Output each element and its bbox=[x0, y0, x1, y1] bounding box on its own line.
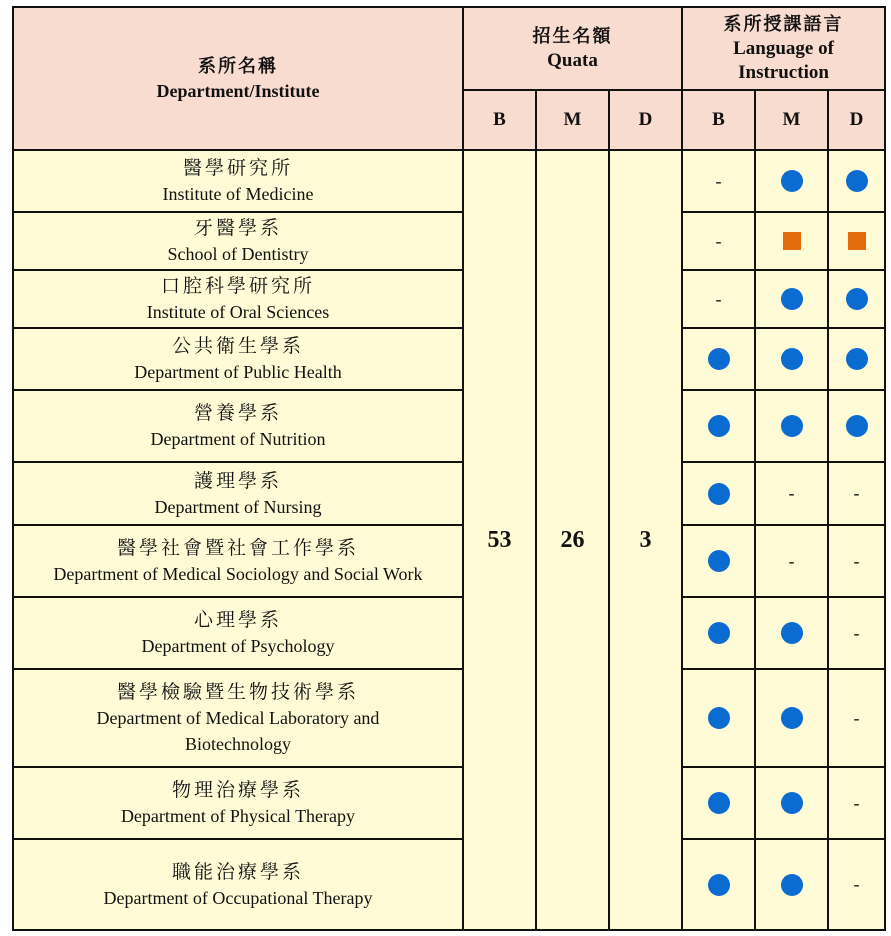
dash-mark: - bbox=[853, 792, 860, 813]
department-name-en: Department of Public Health bbox=[134, 362, 342, 382]
language-m-cell bbox=[755, 328, 828, 390]
language-m-cell bbox=[755, 212, 828, 270]
blue-circle-icon bbox=[708, 483, 730, 505]
language-m-cell bbox=[755, 767, 828, 839]
department-name-zh: 公共衛生學系 bbox=[171, 335, 304, 357]
language-d-cell bbox=[828, 270, 885, 328]
language-m-cell bbox=[755, 390, 828, 462]
department-cell bbox=[13, 669, 463, 767]
language-d-cell bbox=[828, 669, 885, 767]
quota-d-value: 3 bbox=[609, 150, 682, 930]
blue-circle-icon bbox=[781, 874, 803, 896]
department-name-zh: 營養學系 bbox=[193, 402, 282, 424]
table-row bbox=[13, 767, 885, 839]
department-name-zh: 職能治療學系 bbox=[171, 860, 304, 883]
dash-mark: - bbox=[853, 707, 860, 728]
quota-header-zh: 招生名額 bbox=[532, 25, 613, 47]
table-row bbox=[13, 150, 885, 212]
department-cell bbox=[13, 597, 463, 669]
quota-level-b: B bbox=[463, 90, 536, 150]
blue-circle-icon bbox=[781, 415, 803, 437]
blue-circle-icon bbox=[846, 415, 868, 437]
dash-mark: - bbox=[788, 483, 795, 503]
language-m-cell bbox=[755, 462, 828, 525]
dept-header bbox=[13, 7, 463, 150]
department-cell bbox=[13, 150, 463, 212]
blue-circle-icon bbox=[846, 170, 868, 192]
language-d-cell bbox=[828, 462, 885, 525]
language-d-cell bbox=[828, 212, 885, 270]
table-row bbox=[13, 669, 885, 767]
dept-header-en: Department/Institute bbox=[156, 80, 320, 101]
language-d-cell bbox=[828, 767, 885, 839]
department-name-zh: 醫學研究所 bbox=[182, 157, 293, 179]
language-b-cell bbox=[682, 328, 755, 390]
table-row bbox=[13, 390, 885, 462]
language-b-cell bbox=[682, 525, 755, 597]
language-m-cell bbox=[755, 270, 828, 328]
enrollment-table bbox=[12, 6, 886, 931]
language-m-cell bbox=[755, 839, 828, 930]
language-b-cell bbox=[682, 669, 755, 767]
blue-circle-icon bbox=[708, 707, 730, 729]
blue-circle-icon bbox=[846, 348, 868, 370]
dash-mark: - bbox=[853, 622, 860, 643]
department-cell bbox=[13, 328, 463, 390]
quota-level-m: M bbox=[536, 90, 609, 150]
department-name-en: Department of Medical Laboratory and bbox=[96, 708, 380, 728]
department-name-en: Department of Nursing bbox=[154, 496, 322, 517]
department-name-en: School of Dentistry bbox=[167, 244, 309, 264]
department-name-zh: 口腔科學研究所 bbox=[160, 275, 315, 297]
dash-mark: - bbox=[853, 874, 860, 894]
orange-square-icon bbox=[848, 232, 866, 250]
department-name-en: Department of Nutrition bbox=[150, 429, 326, 449]
blue-circle-icon bbox=[846, 288, 868, 310]
orange-square-icon bbox=[783, 232, 801, 250]
language-d-cell bbox=[828, 525, 885, 597]
dash-mark: - bbox=[853, 483, 860, 503]
blue-circle-icon bbox=[781, 622, 803, 644]
language-b-cell bbox=[682, 597, 755, 669]
blue-circle-icon bbox=[708, 792, 730, 814]
language-level-b: B bbox=[682, 90, 755, 150]
language-header bbox=[682, 7, 885, 90]
language-b-cell bbox=[682, 839, 755, 930]
blue-circle-icon bbox=[781, 348, 803, 370]
blue-circle-icon bbox=[708, 622, 730, 644]
language-d-cell bbox=[828, 390, 885, 462]
quota-b-value: 53 bbox=[463, 150, 536, 930]
blue-circle-icon bbox=[708, 348, 730, 370]
department-name-zh: 物理治療學系 bbox=[171, 779, 304, 801]
blue-circle-icon bbox=[781, 707, 803, 729]
language-d-cell bbox=[828, 150, 885, 212]
language-b-cell bbox=[682, 390, 755, 462]
blue-circle-icon bbox=[708, 550, 730, 572]
language-b-cell bbox=[682, 462, 755, 525]
department-cell bbox=[13, 390, 463, 462]
blue-circle-icon bbox=[708, 874, 730, 896]
blue-circle-icon bbox=[708, 415, 730, 437]
department-cell bbox=[13, 462, 463, 525]
table-body bbox=[13, 150, 885, 930]
department-name-en: Department of Psychology bbox=[141, 636, 335, 656]
quota-level-d: D bbox=[609, 90, 682, 150]
table-row bbox=[13, 839, 885, 930]
language-level-d: D bbox=[828, 90, 885, 150]
blue-circle-icon bbox=[781, 288, 803, 310]
dash-mark: - bbox=[788, 550, 795, 571]
table-row bbox=[13, 270, 885, 328]
language-m-cell bbox=[755, 150, 828, 212]
blue-circle-icon bbox=[781, 170, 803, 192]
blue-circle-icon bbox=[781, 792, 803, 814]
table-row bbox=[13, 328, 885, 390]
dash-mark: - bbox=[853, 550, 860, 571]
language-m-cell bbox=[755, 669, 828, 767]
table-row bbox=[13, 462, 885, 525]
department-cell bbox=[13, 839, 463, 930]
department-name-en: Department of Medical Sociology and Social Work bbox=[53, 564, 423, 584]
table-row bbox=[13, 597, 885, 669]
department-name-en: Institute of Medicine bbox=[162, 184, 314, 204]
department-cell bbox=[13, 270, 463, 328]
department-cell bbox=[13, 212, 463, 270]
dash-mark: - bbox=[715, 230, 722, 251]
department-cell bbox=[13, 767, 463, 839]
language-header-zh: 系所授課語言 bbox=[723, 13, 844, 35]
table-row bbox=[13, 525, 885, 597]
language-m-cell bbox=[755, 597, 828, 669]
quota-header bbox=[463, 7, 682, 90]
dept-header-zh: 系所名稱 bbox=[198, 55, 278, 77]
department-name-en: Department of Physical Therapy bbox=[120, 806, 356, 826]
language-d-cell bbox=[828, 839, 885, 930]
language-level-m: M bbox=[755, 90, 828, 150]
language-header-en-2: Instruction bbox=[738, 61, 829, 83]
language-b-cell bbox=[682, 270, 755, 328]
department-name-zh: 牙醫學系 bbox=[193, 217, 282, 239]
dash-mark: - bbox=[715, 170, 722, 191]
department-name-en-line2: Biotechnology bbox=[185, 734, 291, 754]
language-b-cell bbox=[682, 767, 755, 839]
department-cell bbox=[13, 525, 463, 597]
department-name-zh: 心理學系 bbox=[193, 609, 282, 631]
department-name-zh: 醫學社會暨社會工作學系 bbox=[116, 537, 359, 559]
language-d-cell bbox=[828, 328, 885, 390]
language-m-cell bbox=[755, 525, 828, 597]
department-name-en: Institute of Oral Sciences bbox=[146, 302, 330, 322]
quota-m-value: 26 bbox=[536, 150, 609, 930]
language-header-en-1: Language of bbox=[733, 37, 834, 59]
language-b-cell bbox=[682, 212, 755, 270]
table-row bbox=[13, 212, 885, 270]
dash-mark: - bbox=[715, 288, 722, 309]
department-name-zh: 護理學系 bbox=[193, 469, 282, 492]
quota-header-en: Quata bbox=[547, 49, 598, 71]
department-name-zh: 醫學檢驗暨生物技術學系 bbox=[116, 681, 359, 703]
department-name-en: Department of Occupational Therapy bbox=[103, 887, 373, 908]
language-d-cell bbox=[828, 597, 885, 669]
language-b-cell bbox=[682, 150, 755, 212]
